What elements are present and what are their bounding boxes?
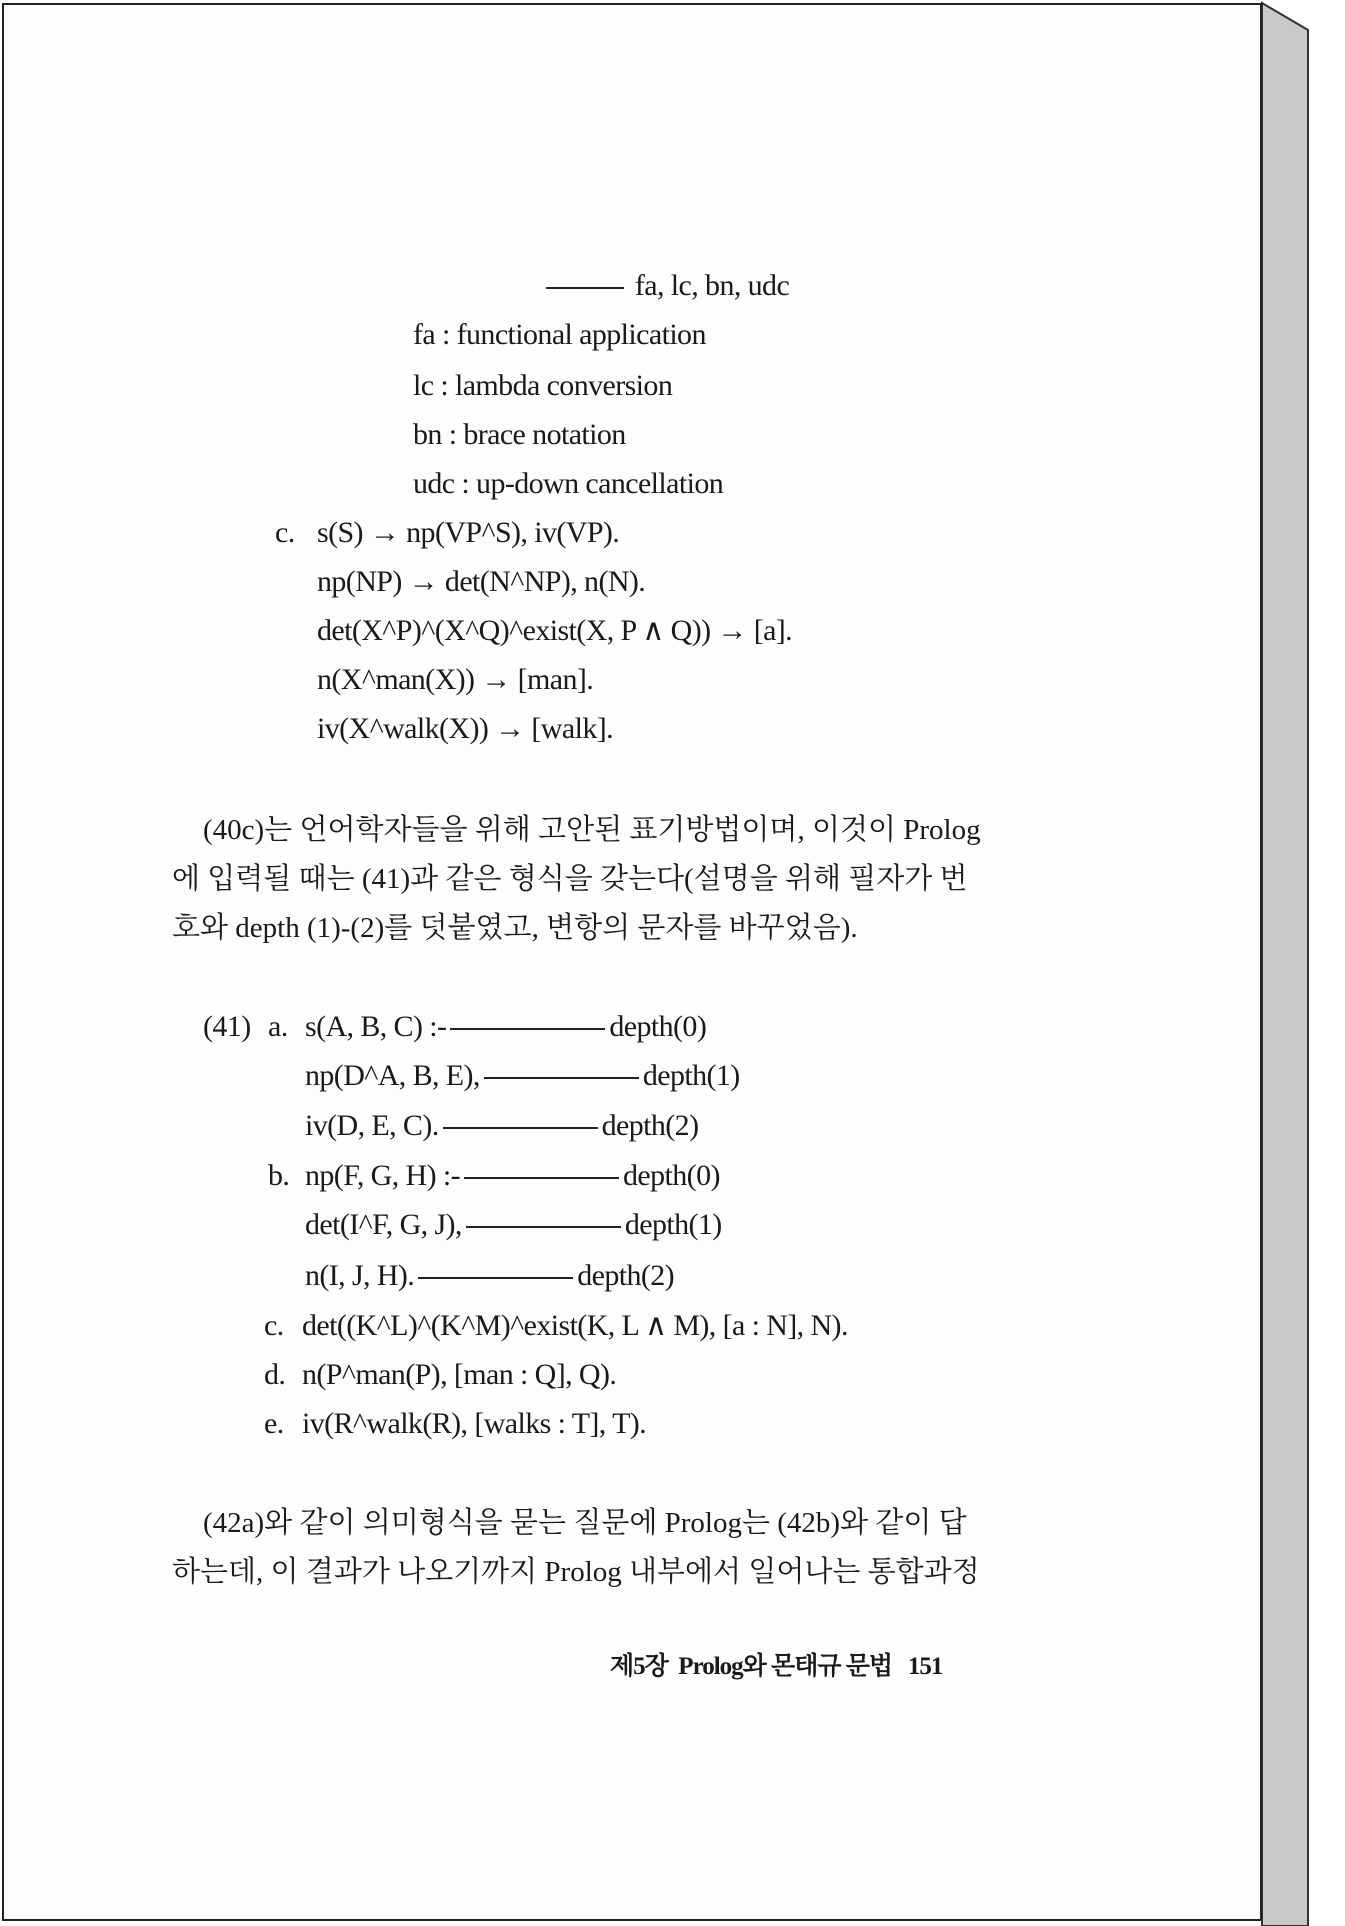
paragraph-line: 하는데, 이 결과가 나오기까지 Prolog 내부에서 일어나는 통합과정	[172, 1556, 980, 1588]
rule-line: n(X^man(X)) → [man].	[317, 663, 594, 696]
clause-line	[305, 1207, 722, 1243]
definition-udc: udc : up-down cancellation	[413, 467, 724, 500]
clause-line: iv(R^walk(R), [walks : T], T).	[302, 1407, 647, 1440]
running-head: 제5장 Prolog와 몬태규 문법	[610, 1653, 893, 1680]
example-number: (41)	[203, 1010, 251, 1043]
depth-dash	[418, 1277, 573, 1279]
clause-code: np(F, G, H) :-	[305, 1159, 461, 1192]
definition-fa: fa : functional application	[413, 318, 706, 351]
example-marker-d: d.	[264, 1358, 286, 1391]
depth-label: depth(2)	[577, 1259, 675, 1292]
definition-bn: bn : brace notation	[413, 418, 626, 451]
clause-code: np(D^A, B, E),	[305, 1059, 480, 1092]
depth-dash	[484, 1077, 639, 1079]
clause-line	[305, 1258, 674, 1294]
rule-line: det(X^P)^(X^Q)^exist(X, P ∧ Q)) → [a].	[317, 614, 793, 647]
depth-dash	[466, 1226, 621, 1228]
definition-lc: lc : lambda conversion	[413, 369, 673, 402]
rule-line: np(NP) → det(N^NP), n(N).	[317, 565, 646, 598]
depth-label: depth(0)	[609, 1010, 707, 1043]
dash-rule	[546, 287, 624, 289]
example-marker-c: c.	[275, 516, 295, 549]
example-marker-b: b.	[268, 1159, 290, 1192]
page-number: 151	[907, 1653, 943, 1680]
depth-dash	[464, 1177, 619, 1179]
rule-line: s(S) → np(VP^S), iv(VP).	[317, 516, 620, 549]
depth-label: depth(0)	[623, 1159, 720, 1192]
clause-line	[305, 1058, 740, 1094]
depth-label: depth(2)	[601, 1109, 699, 1142]
paragraph-line: (40c)는 언어학자들을 위해 고안된 표기방법이며, 이것이 Prolog	[203, 814, 981, 846]
depth-label: depth(1)	[624, 1208, 722, 1241]
clause-line	[305, 1158, 720, 1194]
example-marker-c: c.	[264, 1309, 284, 1342]
clause-code: det(I^F, G, J),	[305, 1208, 462, 1241]
paragraph-line: (42a)와 같이 의미형식을 묻는 질문에 Prolog는 (42b)와 같이 답	[203, 1507, 967, 1539]
clause-code: s(A, B, C) :-	[305, 1010, 447, 1043]
rule-label: fa, lc, bn, udc	[634, 269, 790, 302]
clause-line	[305, 1009, 706, 1045]
example-marker-a: a.	[268, 1010, 288, 1043]
clause-code: n(I, J, H).	[305, 1259, 415, 1292]
rule-line: iv(X^walk(X)) → [walk].	[317, 712, 614, 745]
page-footer	[610, 1646, 942, 1682]
depth-dash	[450, 1028, 605, 1030]
example-marker-e: e.	[264, 1407, 284, 1440]
paragraph-line: 호와 depth (1)-(2)를 덧붙였고, 변항의 문자를 바꾸었음).	[172, 912, 858, 944]
clause-code: iv(D, E, C).	[305, 1109, 439, 1142]
depth-dash	[443, 1127, 598, 1129]
depth-label: depth(1)	[642, 1059, 740, 1092]
clause-line: det((K^L)^(K^M)^exist(K, L ∧ M), [a : N], N).	[302, 1309, 848, 1342]
clause-line: n(P^man(P), [man : Q], Q).	[302, 1358, 617, 1391]
paragraph-line: 에 입력될 때는 (41)과 같은 형식을 갖는다(설명을 위해 필자가 번	[172, 863, 968, 895]
rule-label-line	[546, 268, 789, 304]
clause-line	[305, 1108, 698, 1144]
